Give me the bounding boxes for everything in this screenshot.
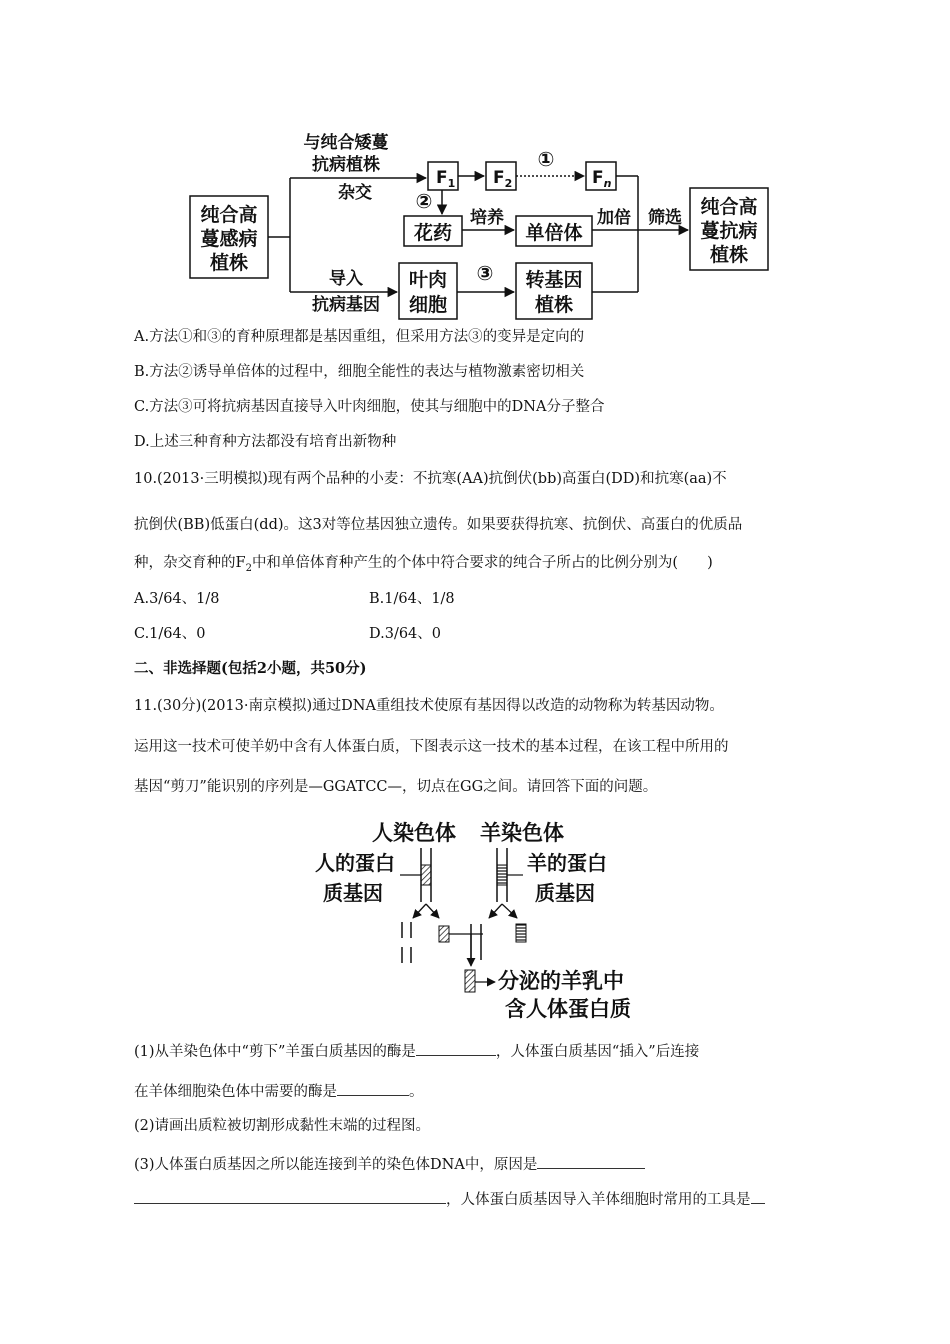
section2-title: 二、非选择题(包括2小题，共50分) xyxy=(134,660,367,677)
import-label: 导入 xyxy=(329,269,363,289)
result-line1: 分泌的羊乳中 xyxy=(498,969,624,993)
answer-blank-2[interactable] xyxy=(337,1079,409,1096)
result-box-line3: 植株 xyxy=(709,244,749,266)
start-box-line2: 蔓感病 xyxy=(200,228,258,250)
select-label: 筛选 xyxy=(648,208,682,228)
method3-label: ③ xyxy=(476,261,494,285)
sheep-gene-line1: 羊的蛋白 xyxy=(527,851,607,875)
q11-part1-line1: (1)从羊染色体中“剪下”羊蛋白质基因的酶是 ，人体蛋白质基因“插入”后连接 xyxy=(134,1039,699,1062)
answer-blank-1[interactable] xyxy=(416,1039,496,1056)
sheep-chrom-label: 羊染色体 xyxy=(480,821,564,845)
anther-label: 花药 xyxy=(413,222,453,244)
culture-label: 培养 xyxy=(470,208,504,228)
q11-part3-line2: ，人体蛋白质基因导入羊体细胞时常用的工具是 xyxy=(134,1187,765,1210)
answer-blank-5[interactable] xyxy=(751,1187,765,1204)
q10-option-b: B.1/64、1/8 xyxy=(369,591,455,607)
q10-line1: 10.(2013·三明模拟)现有两个品种的小麦：不抗寒(AA)抗倒伏(bb)高蛋白(DD)和抗寒(aa)不 xyxy=(134,471,727,487)
q11-part3-line1: (3)人体蛋白质基因之所以能连接到羊的染色体DNA中，原因是 xyxy=(134,1152,645,1175)
human-chrom-label: 人染色体 xyxy=(372,821,456,845)
top-label-1: 与纯合矮蔓 xyxy=(303,133,389,153)
gene-label: 抗病基因 xyxy=(312,295,380,315)
fn-label: $F_n$ xyxy=(592,168,612,190)
transgenic-line2: 植株 xyxy=(534,294,574,316)
q11-part2: (2)请画出质粒被切割形成黏性末端的过程图。 xyxy=(134,1118,431,1134)
transgenic-line1: 转基因 xyxy=(525,269,583,291)
q11-line3: 基因“剪刀”能识别的序列是—GGATCC—，切点在GG之间。请回答下面的问题。 xyxy=(134,779,658,795)
mesophyll-line2: 细胞 xyxy=(408,294,448,316)
sheep-gene-line2: 质基因 xyxy=(535,881,595,905)
q11-line1: 11.(30分)(2013·南京模拟)通过DNA重组技术使原有基因得以改造的动物称为转基因动物。 xyxy=(134,698,724,714)
q10-option-d: D.3/64、0 xyxy=(369,626,442,642)
top-label-2: 抗病植株 xyxy=(312,155,380,175)
q9-option-a: A.方法①和③的育种原理都是基因重组，但采用方法③的变异是定向的 xyxy=(134,329,585,345)
cross-label: 杂交 xyxy=(338,183,372,203)
method1-label: ① xyxy=(537,147,555,171)
start-box-line1: 纯合高 xyxy=(200,204,258,226)
human-gene-line2: 质基因 xyxy=(323,881,383,905)
transgenic-diagram xyxy=(305,810,645,1030)
q11-line2: 运用这一技术可使羊奶中含有人体蛋白质，下图表示这一技术的基本过程，在该工程中所用的 xyxy=(134,739,729,755)
f1-label: $F_1$ xyxy=(436,168,456,190)
result-line2: 含人体蛋白质 xyxy=(505,997,631,1021)
answer-blank-3[interactable] xyxy=(537,1152,645,1169)
q10-line2: 抗倒伏(BB)低蛋白(dd)。这3对等位基因独立遗传。如果要获得抗寒、抗倒伏、高蛋白的优质品 xyxy=(134,517,743,533)
breeding-diagram xyxy=(180,120,780,325)
q9-option-c: C.方法③可将抗病基因直接导入叶肉细胞，使其与细胞中的DNA分子整合 xyxy=(134,399,605,415)
q10-option-a: A.3/64、1/8 xyxy=(134,591,220,607)
result-box-line1: 纯合高 xyxy=(700,196,758,218)
q10-line3: 种，杂交育种的$F_2$中和单倍体育种产生的个体中符合要求的纯合子所占的比例分别为( ) xyxy=(134,555,713,574)
human-gene-line1: 人的蛋白 xyxy=(315,851,395,875)
double-label: 加倍 xyxy=(597,208,631,228)
f2-label: $F_2$ xyxy=(493,168,513,190)
q11-part1-line2: 在羊体细胞染色体中需要的酶是 。 xyxy=(134,1079,424,1102)
q10-option-c: C.1/64、0 xyxy=(134,626,206,642)
start-box-line3: 植株 xyxy=(209,252,249,274)
q9-option-b: B.方法②诱导单倍体的过程中，细胞全能性的表达与植物激素密切相关 xyxy=(134,364,585,380)
result-box-line2: 蔓抗病 xyxy=(700,220,758,242)
q9-option-d: D.上述三种育种方法都没有培育出新物种 xyxy=(134,434,397,450)
haploid-label: 单倍体 xyxy=(525,222,583,244)
answer-blank-4[interactable] xyxy=(134,1187,446,1204)
method2-label: ② xyxy=(415,189,433,213)
mesophyll-line1: 叶肉 xyxy=(408,269,448,291)
